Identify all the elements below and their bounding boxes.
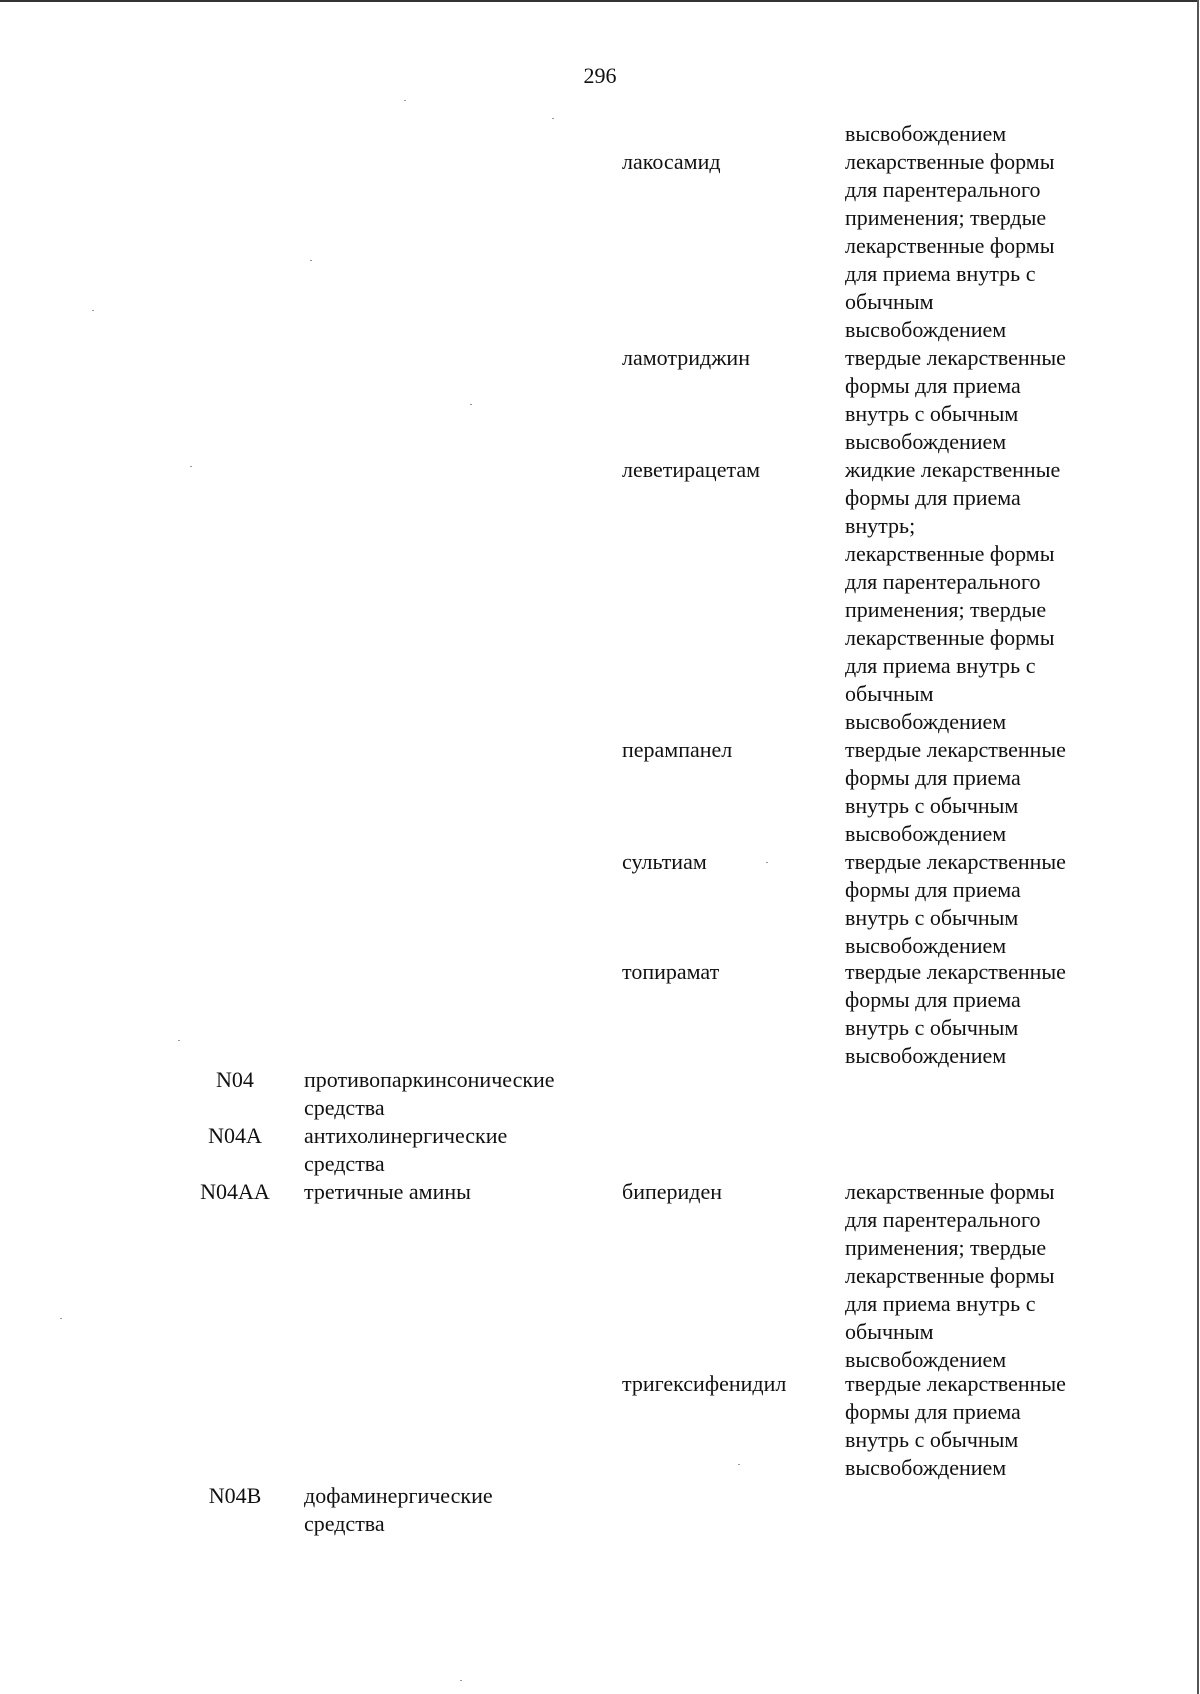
row-10-dosage-form: твердые лекарственные формы для приема внутрь с обычным высвобождением [845,1371,1066,1480]
scan-speck [404,100,406,101]
scan-speck [460,1680,462,1681]
row-11-group-name: дофаминергические средства [304,1483,493,1536]
row-9-group-name: третичные амины [304,1179,471,1204]
scan-speck [60,1318,62,1319]
scan-speck [190,466,192,467]
row-3-drug-name: леветирацетам [622,457,761,482]
row-6-drug-name: топирамат [622,959,720,984]
scan-speck [310,260,312,261]
row-8-atc-code: N04A [208,1123,262,1148]
row-8-group-name: антихолинергические средства [304,1123,508,1176]
row-6-dosage-form: твердые лекарственные формы для приема внутрь с обычным высвобождением [845,959,1066,1068]
scan-speck [92,310,94,311]
row-3-dosage-form: жидкие лекарственные формы для приема внутрь; лекарственные формы для парентерального применения; твердые лекарственные формы для приема внутрь с обычным высвобождением [845,457,1061,734]
row-4-dosage-form: твердые лекарственные формы для приема внутрь с обычным высвобождением [845,737,1066,846]
row-9-dosage-form: лекарственные формы для парентерального применения; твердые лекарственные формы для приема внутрь с обычным высвобождением [845,1179,1055,1372]
row-9-atc-code: N04AA [200,1179,270,1204]
scan-speck [552,118,554,119]
row-5-drug-name: сультиам [622,849,707,874]
row-1-drug-name: лакосамид [622,149,721,174]
page-right-border [1197,0,1199,1694]
page-top-border [0,0,1198,2]
scan-speck [738,1464,740,1465]
row-2-dosage-form: твердые лекарственные формы для приема внутрь с обычным высвобождением [845,345,1066,454]
row-10-drug-name: тригексифенидил [622,1371,787,1396]
row-2-drug-name: ламотриджин [622,345,750,370]
scan-speck [178,1040,180,1041]
row-1-dosage-form: лекарственные формы для парентерального применения; твердые лекарственные формы для приема внутрь с обычным высвобождением [845,149,1055,342]
row-0-dosage-form: высвобождением [845,121,1007,146]
page-number: 296 [583,63,617,88]
row-11-atc-code: N04B [208,1483,262,1508]
row-5-dosage-form: твердые лекарственные формы для приема внутрь с обычным высвобождением [845,849,1066,958]
row-4-drug-name: перампанел [622,737,733,762]
scan-speck [470,404,472,405]
row-9-drug-name: бипериден [622,1179,723,1204]
scan-speck [766,862,768,863]
row-7-atc-code: N04 [216,1067,254,1092]
row-7-group-name: противопаркинсонические средства [304,1067,555,1120]
